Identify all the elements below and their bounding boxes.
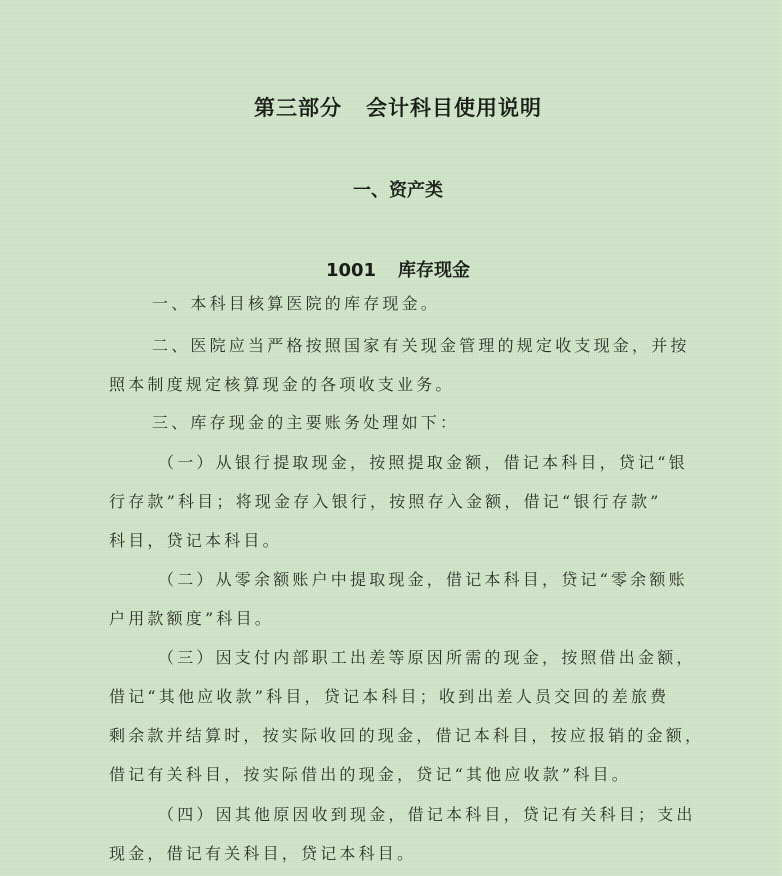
paragraph-line: 一、本科目核算医院的库存现金。 [152, 294, 441, 313]
part-title [0, 92, 782, 122]
account-code: 1001 [325, 260, 377, 281]
account-heading [0, 256, 782, 282]
paragraph-line: 户用款额度”科目。 [109, 609, 274, 628]
paragraph-line: （一）从银行提取现金，按照提取金额，借记本科目，贷记“银 [158, 453, 688, 472]
part-number: 第三部分 [254, 96, 342, 120]
paragraph-line: 三、库存现金的主要账务处理如下： [152, 413, 460, 432]
paragraph-line: 剩余款并结算时，按实际收回的现金，借记本科目，按应报销的金额， [109, 726, 705, 745]
paragraph-line: 现金，借记有关科目，贷记本科目。 [109, 844, 417, 863]
paragraph-line: 行存款”科目；将现金存入银行，按照存入金额，借记“银行存款” [109, 492, 662, 511]
paragraph-line: （二）从零余额账户中提取现金，借记本科目，贷记“零余额账 [158, 570, 688, 589]
section-heading: 一、资产类 [353, 180, 443, 201]
paragraph-line: 借记“其他应收款”科目，贷记本科目；收到出差人员交回的差旅费 [109, 687, 670, 706]
part-name: 会计科目使用说明 [366, 96, 542, 120]
paragraph-line: 科目，贷记本科目。 [109, 531, 282, 550]
account-name: 库存现金 [398, 260, 471, 281]
paragraph-line: 借记有关科目，按实际借出的现金，贷记“其他应收款”科目。 [109, 765, 631, 784]
paragraph-line: 照本制度规定核算现金的各项收支业务。 [109, 375, 455, 394]
paragraph-line: （三）因支付内部职工出差等原因所需的现金，按照借出金额， [158, 648, 696, 667]
paragraph-line: 二、医院应当严格按照国家有关现金管理的规定收支现金，并按 [152, 336, 690, 355]
paragraph-line: （四）因其他原因收到现金，借记本科目，贷记有关科目；支出 [158, 805, 696, 824]
